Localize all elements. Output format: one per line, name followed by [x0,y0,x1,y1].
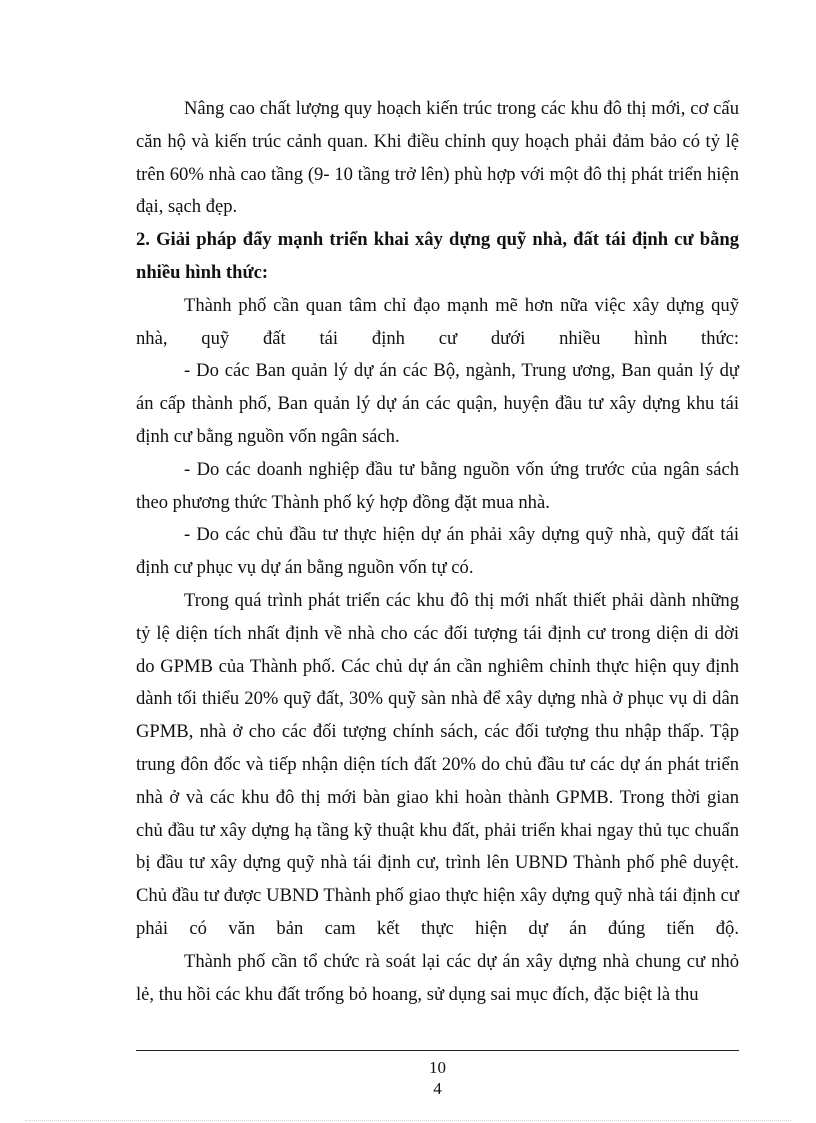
page-number-bottom: 4 [433,1079,442,1098]
paragraph-urban-development: Trong quá trình phát triển các khu đô thị mới nhất thiết phải dành những tỷ lệ diện tích nhất định về nhà cho các đối tượng tái định cư trong diện di dời do GPMB của Thành phố. Các chủ dự án cần nghiêm chỉnh thực hiện quy định dành tối thiểu 20% quỹ đất, 30% quỹ sàn nhà để xây dựng nhà ở phục vụ di dân GPMB, nhà ở cho các đối tượng chính sách, các đối tượng thu nhập thấp. Tập trung đôn đốc và tiếp nhận diện tích đất 20% do chủ đầu tư các dự án phát triển nhà ở và các khu đô thị mới bàn giao khi hoàn thành GPMB. Trong thời gian chủ đầu tư xây dựng hạ tầng kỹ thuật khu đất, phải triển khai ngay thủ tục chuẩn bị đầu tư xây dựng quỹ nhà tái định cư, trình lên UBND Thành phố phê duyệt. Chủ đầu tư được UBND Thành phố giao thực hiện xây dựng quỹ nhà tái định cư phải có văn bản cam kết thực hiện dự án đúng tiến độ. [136,589,739,939]
page-edge-dotted-line [25,1120,791,1121]
section-heading-2: 2. Giải pháp đẩy mạnh triển khai xây dựng quỹ nhà, đất tái định cư bằng nhiều hình thức: [136,229,739,283]
paragraph-city-direction: Thành phố cần quan tâm chỉ đạo mạnh mẽ hơn nữa việc xây dựng quỹ nhà, quỹ đất tái định cư dưới nhiều hình thức: [136,294,739,349]
page-number-top: 10 [429,1058,446,1077]
footer-divider [136,1050,739,1051]
document-body [136,93,739,1011]
paragraph-review-projects: Thành phố cần tổ chức rà soát lại các dự án xây dựng nhà chung cư nhỏ lẻ, thu hồi các khu đất trống bỏ hoang, sử dụng sai mục đích, đặc biệt là thu [136,950,739,1005]
paragraph-planning-quality: Nâng cao chất lượng quy hoạch kiến trúc trong các khu đô thị mới, cơ cấu căn hộ và kiến trúc cảnh quan. Khi điều chỉnh quy hoạch phải đảm bảo có tỷ lệ trên 60% nhà cao tầng (9- 10 tầng trở lên) phù hợp với một đô thị phát triển hiện đại, sạch đẹp. [136,98,739,218]
paragraph-bullet-investors: - Do các chủ đầu tư thực hiện dự án phải xây dựng quỹ nhà, quỹ đất tái định cư phục vụ dự án bằng nguồn vốn tự có. [136,524,739,579]
paragraph-bullet-enterprises: - Do các doanh nghiệp đầu tư bằng nguồn vốn ứng trước của ngân sách theo phương thức Thành phố ký hợp đồng đặt mua nhà. [136,458,739,513]
paragraph-bullet-management-boards: - Do các Ban quản lý dự án các Bộ, ngành, Trung ương, Ban quản lý dự án cấp thành phố, Ban quản lý dự án các quận, huyện đầu tư xây dựng khu tái định cư bằng nguồn vốn ngân sách. [136,360,739,447]
